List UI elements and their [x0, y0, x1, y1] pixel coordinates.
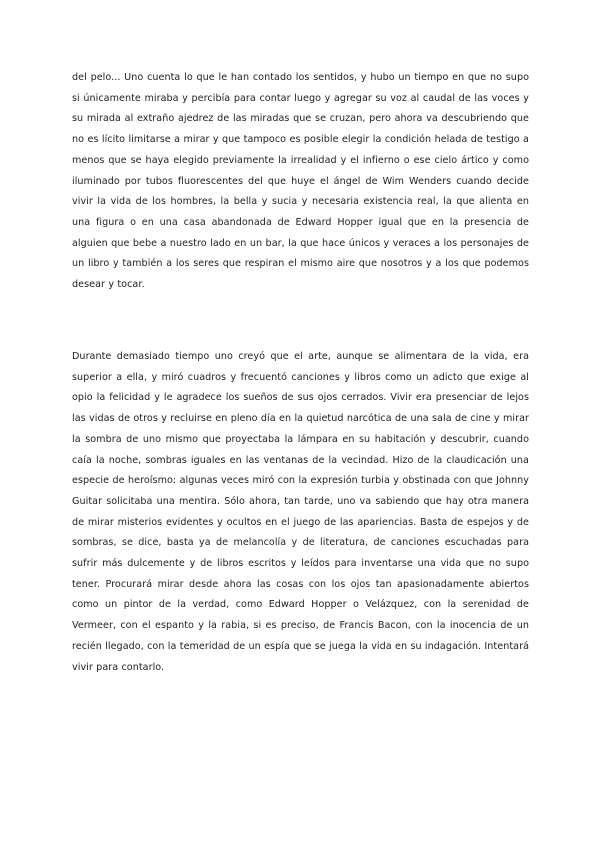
paragraph-2: Durante demasiado tiempo uno creyó que el arte, aunque se alimentara de la vida, era superior a ella, y miró cuadros y frecuentó canciones y libros como un adicto que exige al opio la felicidad y le agradece los sueños de sus ojos cerrados. Vivir era presenciar de lejos las vidas de otros y recluirse en pleno día en la quietud narcótica de una sala de cine y mirar la sombra de uno mismo que proyectaba la lámpara en su habitación y descubrir, cuando caía la noche, sombras iguales en las ventanas de la vecindad. Hizo de la claudicación una especie de heroísmo: algunas veces miró con la expresión turbia y obstinada con que Johnny Guitar solicitaba una mentira. Sólo ahora, tan tarde, uno va sabiendo que hay otra manera de mirar misterios evidentes y ocultos en el juego de las apariencias. Basta de espejos y de sombras, se dice, basta ya de melancolía y de literatura, de canciones escuchadas para sufrir más dulcemente y de libros escritos y leídos para inventarse una vida que no supo tener. Procurará mirar desde ahora las cosas con los ojos tan apasionadamente abiertos como un pintor de la verdad, como Edward Hopper o Velázquez, con la serenidad de Vermeer, con el espanto y la rabia, si es preciso, de Francis Bacon, con la inocencia de un recién llegado, con la temeridad de un espía que se juega la vida en su indagación. Intentará vivir para contarlo. [72, 351, 529, 673]
paragraph-1: del pelo... Uno cuenta lo que le han contado los sentidos, y hubo un tiempo en que no supo si únicamente miraba y percibía para contar luego y agregar su voz al caudal de las voces y su mirada al extraño ajedrez de las miradas que se cruzan, pero ahora va descubriendo que no es lícito limitarse a mirar y que tampoco es posible elegir la condición helada de testigo a menos que se haya elegido previamente la irrealidad y el infierno o ese cielo ártico y como iluminado por tubos fluorescentes del que huye el ángel de Wim Wenders cuando decide vivir la vida de los hombres, la bella y sucia y necesaria existencia real, la que alienta en una figura o en una casa abandonada de Edward Hopper igual que en la presencia de alguien que bebe a nuestro lado en un bar, la que hace únicos y veraces a los personajes de un libro y también a los seres que respiran el mismo aire que nosotros y a los que podemos desear y tocar. [72, 72, 529, 291]
